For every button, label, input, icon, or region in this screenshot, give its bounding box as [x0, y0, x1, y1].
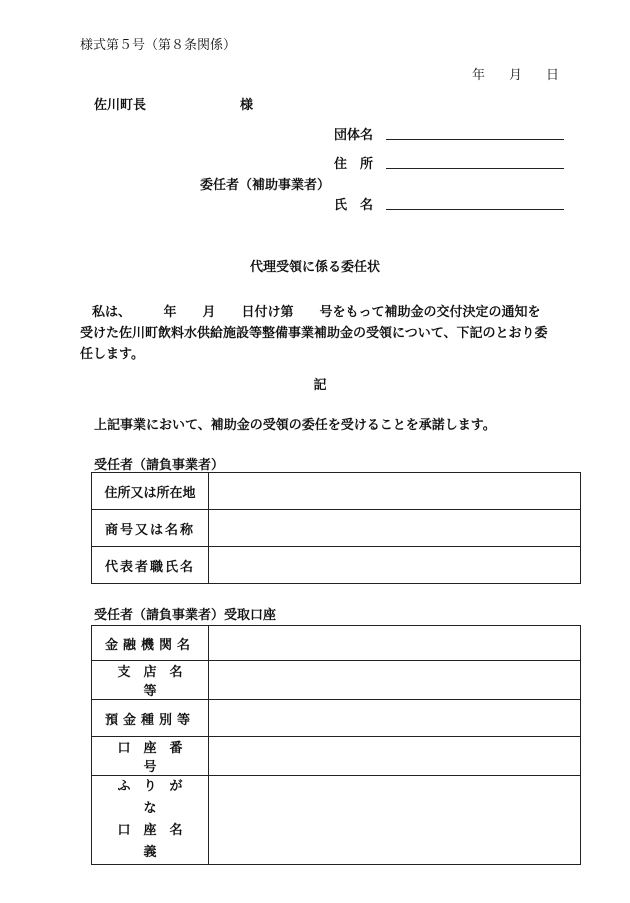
body-line-1: 私は、 年 月 日付け第 号をもって補助金の交付決定の通知を [92, 305, 541, 320]
account-holder-name-label: 口座名義 [117, 823, 196, 860]
deposit-type-label: 預金種別等 [92, 700, 209, 737]
table-row [92, 661, 581, 700]
account-holder-cell[interactable] [209, 776, 581, 865]
name-line[interactable] [386, 209, 564, 210]
delegate-trade-name-cell[interactable] [209, 510, 581, 547]
delegate-section-heading: 受任者（請負事業者） [94, 458, 225, 473]
addressee: 佐川町長 [94, 98, 147, 113]
delegate-table [91, 472, 581, 584]
branch-name-label: 支店名等 [92, 661, 209, 700]
date-day-label: 日 [546, 68, 560, 83]
account-holder-furigana-label: ふりがな [117, 779, 196, 816]
name-label: 氏 名 [334, 198, 374, 213]
branch-name-cell[interactable] [209, 661, 581, 700]
table-row [92, 547, 581, 584]
honorific: 様 [240, 98, 254, 113]
delegate-address-label: 住所又は所在地 [92, 473, 209, 510]
deposit-type-cell[interactable] [209, 700, 581, 737]
delegate-trade-name-label: 商号又は名称 [92, 510, 209, 547]
account-number-label: 口座番号 [92, 737, 209, 776]
account-section-heading: 受任者（請負事業者）受取口座 [94, 608, 277, 623]
org-name-label: 団体名 [334, 128, 374, 143]
ki-heading: 記 [313, 378, 327, 393]
body-line-2: 受けた佐川町飲料水供給施設等整備事業補助金の受領について、下記のとおり委 [80, 326, 548, 341]
bank-name-cell[interactable] [209, 626, 581, 661]
delegator-label: 委任者（補助事業者） [200, 178, 331, 193]
table-row [92, 626, 581, 661]
date-row [472, 64, 559, 83]
org-name-line[interactable] [386, 139, 564, 140]
table-row [92, 510, 581, 547]
table-row [92, 473, 581, 510]
account-holder-label [92, 776, 209, 865]
address-label: 住 所 [334, 157, 374, 172]
table-row [92, 737, 581, 776]
delegate-address-cell[interactable] [209, 473, 581, 510]
table-row [92, 776, 581, 865]
table-row [92, 700, 581, 737]
account-number-cell[interactable] [209, 737, 581, 776]
bank-name-label: 金融機関名 [92, 626, 209, 661]
body-paragraph [80, 302, 580, 365]
delegate-representative-cell[interactable] [209, 547, 581, 584]
delegate-representative-label: 代表者職氏名 [92, 547, 209, 584]
date-year-label: 年 [472, 68, 486, 83]
account-table [91, 625, 581, 865]
form-number: 様式第５号（第８条関係） [80, 38, 237, 53]
body-line-3: 任します。 [80, 347, 144, 362]
document-title: 代理受領に係る委任状 [249, 260, 380, 275]
date-month-label: 月 [509, 68, 523, 83]
address-line[interactable] [386, 168, 564, 169]
consent-text: 上記事業において、補助金の受領の委任を受けることを承諾します。 [94, 418, 496, 433]
